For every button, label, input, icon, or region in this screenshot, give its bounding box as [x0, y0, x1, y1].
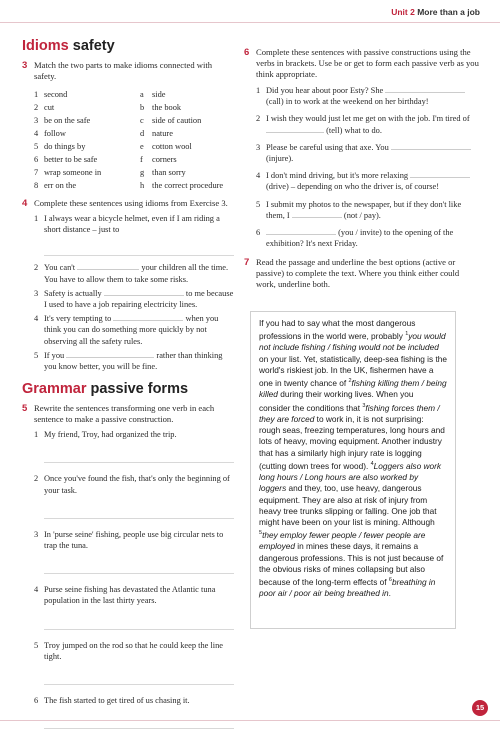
item-number: 1 [34, 214, 39, 223]
item-text [266, 113, 480, 135]
item-number: 4 [256, 171, 261, 181]
list-item [256, 142, 480, 164]
item-number: 2 [34, 263, 39, 273]
instruction-text: Rewrite the sentences transforming one verb in each sentence to make a passive construction. [34, 403, 215, 425]
passage-text: on your list. Yet, statistically, deep-sea fishing is the world's riskiest job. In the UK, fishermen have a one in twenty chance of [259, 353, 448, 389]
item-number: 6 [256, 228, 261, 238]
answer-line[interactable] [44, 450, 234, 463]
idiom-first-part: follow [44, 129, 66, 138]
idiom-second-part: side [152, 90, 166, 99]
idiom-first-part: better to be safe [44, 155, 98, 164]
idiom-first-part: be on the safe [44, 116, 91, 125]
idiom-second-part: corners [152, 155, 177, 164]
passage-text: . [388, 588, 391, 599]
exercise-number: 6 [244, 47, 250, 58]
item-text-a: It's very tempting to [44, 314, 112, 324]
passage-option[interactable]: breathing in poor air / poor air being breathed in [259, 577, 436, 599]
unit-label: Unit 2 [391, 7, 415, 17]
item-text-a: I submit my photos to the newspaper, but if they don't like them, I [266, 199, 462, 220]
item-number: 7 [34, 168, 39, 177]
gap-line[interactable] [66, 357, 154, 358]
gap-line[interactable] [77, 269, 139, 270]
exercise-4-instruction [22, 198, 234, 209]
item-text-b: rather than thinking you know better, you will be fine. [44, 350, 223, 372]
gap-line[interactable] [266, 234, 336, 235]
item-text-a: You can't [44, 263, 76, 273]
item-text-a: If you [44, 350, 65, 360]
idiom-second-part: than sorry [152, 168, 186, 177]
header-rule [0, 22, 500, 23]
list-item [256, 227, 480, 249]
option-number: 6 [388, 577, 392, 584]
item-text-b: (injure). [266, 154, 294, 164]
item-number: 5 [34, 640, 39, 650]
list-item [34, 166, 234, 179]
item-text [266, 199, 480, 221]
item-number: 5 [34, 142, 39, 151]
list-item [34, 153, 234, 166]
passage-option[interactable]: Loggers also work long hours / Long hours are also worked by loggers [259, 460, 442, 494]
idiom-second-part: side of caution [152, 116, 202, 125]
instruction-text: Complete these sentences using idioms from Exercise 3. [34, 198, 228, 208]
item-number: 5 [256, 199, 261, 209]
item-text [44, 313, 234, 347]
item-text-b: (call) in to work at the weekend on her birthday! [266, 97, 429, 107]
list-item [34, 473, 234, 495]
item-number: 3 [34, 288, 39, 298]
idiom-first-part: second [44, 90, 68, 99]
option-number: 3 [362, 402, 366, 409]
item-letter: c [140, 116, 144, 125]
item-text [44, 262, 234, 284]
list-item [34, 640, 234, 662]
item-letter: e [140, 142, 144, 151]
list-item [34, 584, 234, 606]
item-letter: f [140, 155, 143, 164]
option-number: 5 [259, 530, 263, 537]
list-item [34, 350, 234, 372]
item-text: Purse seine fishing has devastated the Atlantic tuna population in the last thirty years. [44, 585, 216, 606]
gap-line[interactable] [385, 92, 465, 93]
exercise-6-items [244, 85, 480, 249]
idiom-second-part: nature [152, 129, 173, 138]
list-item [34, 529, 234, 551]
gap-line[interactable] [292, 217, 342, 218]
item-number: 5 [34, 350, 39, 360]
option-number: 4 [370, 460, 374, 467]
idioms-section-title [22, 38, 234, 54]
gap-line[interactable] [113, 320, 183, 321]
option-number: 1 [405, 331, 409, 338]
answer-line[interactable] [44, 561, 234, 574]
list-item [256, 170, 480, 192]
item-number: 8 [34, 181, 39, 190]
gap-line[interactable] [391, 149, 471, 150]
gap-line[interactable] [104, 295, 184, 296]
passage-text: and they, too, use heavy, dangerous equipment. They are also at risk of injury from heavy tree trunks slipping or falling. One job that might have been on your list is mining. Although [259, 483, 437, 528]
item-text-a: Safety is actually [44, 288, 102, 298]
page-number: 15 [472, 700, 488, 716]
item-text-a: Did you hear about poor Esty? She [266, 86, 384, 95]
answer-line[interactable] [44, 506, 234, 519]
item-number: 3 [34, 529, 39, 539]
passage-text: during their working lives. When you consider the conditions that [259, 389, 414, 413]
title-rest: safety [68, 38, 115, 54]
answer-line[interactable] [44, 617, 234, 630]
item-text-b: your children all the time. You have to allow them to take some risks. [44, 263, 229, 284]
item-number: 6 [34, 696, 39, 706]
item-number: 2 [34, 103, 39, 112]
list-item [256, 113, 480, 135]
list-item [34, 313, 234, 347]
item-text [266, 227, 480, 249]
unit-heading [391, 7, 480, 17]
list-item [256, 85, 480, 107]
title-accent: Grammar [22, 381, 87, 398]
passage-text: If you had to say what the most dangerous professions in the world were, probably [259, 318, 416, 342]
exercise-6-instruction [244, 47, 480, 80]
item-number: 2 [256, 114, 261, 124]
item-text [266, 85, 480, 107]
idiom-second-part: cotton wool [152, 142, 192, 151]
item-text: In 'purse seine' fishing, people use big circular nets to trap the tuna. [44, 529, 224, 551]
list-item [34, 88, 234, 101]
reading-passage [250, 311, 456, 629]
passage-option[interactable]: fishing forces them / they are forced [259, 402, 440, 424]
idiom-first-part: err on the [44, 181, 77, 190]
item-text [44, 288, 234, 310]
item-text-a: I always wear a bicycle helmet, even if I am riding a short distance – just to [44, 214, 220, 235]
passage-option[interactable]: they employ fewer people / fewer people are employed [259, 530, 426, 552]
item-number: 2 [34, 474, 39, 484]
item-text-b: to me because I used to have a job repairing electricity lines. [44, 288, 234, 310]
gap-line[interactable] [266, 132, 324, 133]
item-letter: h [140, 181, 145, 190]
option-number: 2 [348, 378, 352, 385]
item-text-b: (drive) – depending on who the driver is, of course! [266, 182, 440, 192]
idiom-second-part: the correct procedure [152, 181, 224, 190]
gap-line[interactable] [410, 177, 470, 178]
item-letter: a [140, 90, 144, 99]
item-number: 6 [34, 155, 39, 164]
item-number: 1 [34, 430, 39, 440]
title-accent: Idioms [22, 38, 69, 54]
item-text-b: (tell) what to do. [326, 125, 382, 135]
item-text-b: (not / pay). [343, 210, 381, 220]
item-number: 1 [34, 90, 39, 99]
item-number: 3 [34, 116, 39, 125]
list-item [34, 695, 234, 706]
item-number: 1 [256, 86, 261, 95]
exercise-number: 5 [22, 403, 28, 415]
idiom-first-part: do things by [44, 142, 86, 151]
list-item [34, 288, 234, 310]
grammar-section-title [22, 381, 234, 397]
idiom-pairs-list [34, 88, 234, 192]
exercise-number: 3 [22, 60, 28, 71]
list-item [256, 199, 480, 221]
item-text-a: I don't mind driving, but it's more relaxing [266, 171, 409, 181]
list-item [34, 140, 234, 153]
instruction-text: Complete these sentences with passive constructions using the verbs in brackets. Use be or get to form each passive verb as you think appropriate. [256, 47, 479, 79]
item-text: Troy jumped on the rod so that he could keep the line tight. [44, 640, 224, 661]
answer-line[interactable] [44, 716, 234, 729]
item-number: 4 [34, 585, 39, 595]
exercise-3-instruction [22, 60, 234, 82]
item-text: My friend, Troy, had organized the trip. [44, 430, 177, 440]
right-column [244, 47, 480, 293]
item-text-a: Please be careful using that axe. You [266, 142, 389, 152]
list-item [34, 429, 234, 440]
item-text-b: when you think you can do something more quickly by not observing all the safety rules. [44, 314, 219, 346]
item-text [44, 350, 234, 372]
item-text-a: I wish they would just let me get on with the job. I'm tired of [266, 114, 470, 124]
footer-rule [0, 720, 500, 721]
item-text-b: (you / invite) to the opening of the exhibition? It's next Friday. [266, 228, 454, 249]
item-text [44, 213, 234, 235]
list-item [34, 114, 234, 127]
idiom-second-part: the book [152, 103, 182, 112]
unit-title: More than a job [417, 7, 480, 17]
answer-line[interactable] [44, 243, 234, 256]
title-rest: passive forms [86, 381, 189, 398]
item-letter: d [140, 129, 145, 138]
page-header [0, 0, 500, 22]
list-item [34, 262, 234, 284]
item-number: 4 [34, 129, 39, 138]
exercise-number: 7 [244, 257, 250, 269]
passage-text: to work in, it is not surprising: rough seas, freezing temperatures, long hours and lots of heavy, moving equipment. Another industry that has a similarly high injury rate is logging (cutting down trees for wood). [259, 413, 445, 471]
list-item [34, 179, 234, 192]
list-item [34, 127, 234, 140]
item-number: 4 [34, 314, 39, 324]
exercise-number: 4 [22, 198, 28, 209]
list-item [34, 101, 234, 114]
answer-line[interactable] [44, 672, 234, 685]
idiom-first-part: wrap someone in [44, 168, 102, 177]
instruction-text: Read the passage and underline the best options (active or passive) to complete the text. Where you think either could work, underline both. [256, 257, 460, 290]
idiom-first-part: cut [44, 103, 55, 112]
left-column [22, 38, 234, 729]
item-text: Once you've found the fish, that's only the beginning of your task. [44, 474, 230, 495]
instruction-text: Match the two parts to make idioms connected with safety. [34, 60, 213, 81]
item-letter: b [140, 103, 145, 112]
passage-text: in mines these days, it remains a dangerous professions. This is not just because of the obvious risks of mines collapsing but also because of the long-term effects of [259, 541, 444, 588]
item-number: 3 [256, 142, 261, 152]
item-letter: g [140, 168, 145, 177]
item-text [266, 142, 480, 164]
item-text [266, 170, 480, 192]
item-text: The fish started to get tired of us chasing it. [44, 696, 190, 706]
passage-option[interactable]: you would not include fishing / fishing would not be included [259, 331, 446, 353]
list-item [34, 213, 234, 235]
exercise-4-items [22, 213, 234, 372]
exercise-5-instruction [22, 403, 234, 425]
exercise-7-instruction [244, 257, 480, 290]
passage-option[interactable]: fishing killing them / being killed [259, 378, 447, 400]
exercise-5-items [22, 429, 234, 729]
